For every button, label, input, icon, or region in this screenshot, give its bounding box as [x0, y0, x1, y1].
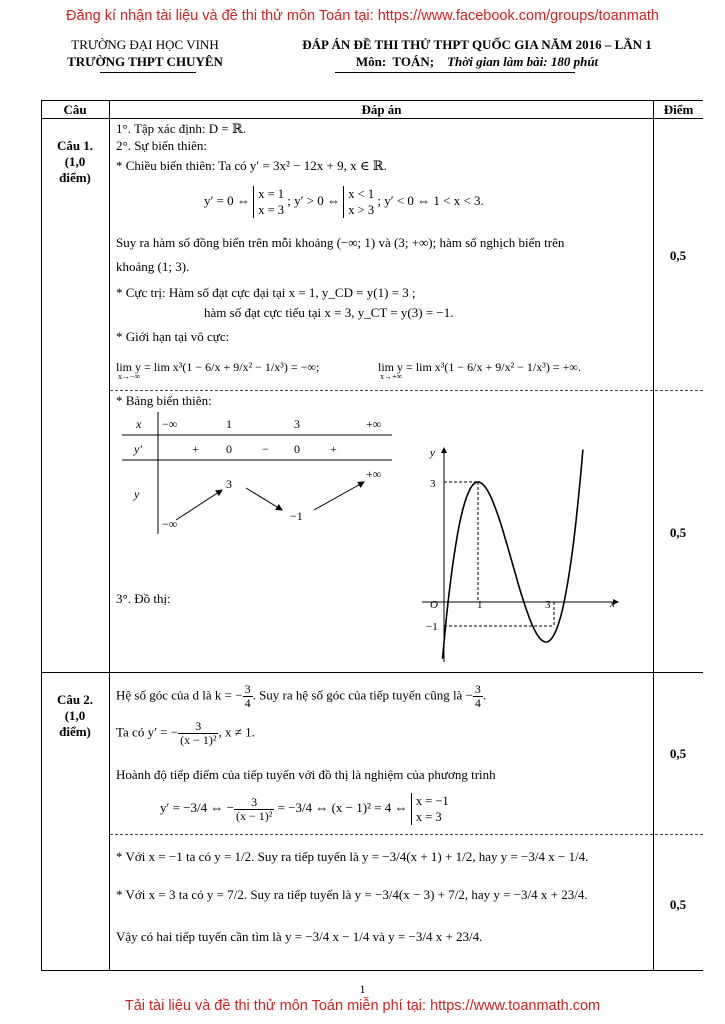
vt-y-minus-inf: −∞ [162, 517, 178, 531]
q2-slope-mid: . Suy ra hệ số góc của tiếp tuyến cũng là − [252, 687, 473, 703]
q2-slope: Hệ số góc của d là k = − $\frac{3}{4}$ . Suy ra hệ số góc của tiếp tuyến cũng là − $\frac{3}{4}$ . [116, 682, 487, 710]
vt-x-label: x [136, 417, 142, 431]
q2-eq-pre: y′ = −3/4 ⇔ − [160, 799, 234, 815]
table-header-border [41, 118, 703, 119]
q1-limit-left: lim y = lim x³(1 − 6/x + 9/x² − 1/x³) = −∞; [116, 360, 320, 374]
q2-eq-frac: $\frac{3}{\text{(x − 1)²}}$ [235, 794, 273, 823]
exam-title [262, 36, 692, 70]
q1-direction: * Chiều biến thiên: Ta có y′ = 3x² − 12x + 9, x ∈ ℝ. [116, 158, 387, 173]
q1-extrema-2: hàm số đạt cực tiểu tại x = 3, y_CT = y(3) = −1. [204, 305, 454, 320]
q2-case-1: * Với x = −1 ta có y = 1/2. Suy ra tiếp tuyến là y = −3/4(x + 1) + 1/2, hay y = −3/4 x − 1/4. [116, 849, 589, 864]
variation-table [118, 410, 398, 535]
q1-points-unit: điểm) [59, 170, 91, 185]
q2-deriv-post: , x ≠ 1. [218, 724, 255, 740]
school-name [50, 36, 240, 70]
q2-eq-mid: = −3/4 ⇔ (x − 1)² = 4 ⇔ [277, 799, 408, 815]
graph-origin-label: O [430, 599, 438, 611]
school-line-2: TRƯỜNG THPT CHUYÊN [67, 54, 223, 69]
exam-title-text: ĐÁP ÁN ĐỀ THI THỬ THPT QUỐC GIA NĂM 2016 – LẦN 1 [302, 37, 652, 52]
deriv-end: ; y′ < 0 ⇔ 1 < x < 3. [377, 192, 484, 208]
q1-score-b: 0,5 [669, 525, 687, 540]
q1-extrema-1: * Cực trị: Hàm số đạt cực đại tại x = 1, y_CD = y(1) = 3 ; [116, 285, 416, 300]
deriv-brace-1: x = 1 x = 3 [253, 186, 284, 218]
q1-limit-right: lim y = lim x³(1 − 6/x + 9/x² − 1/x³) = +∞. [378, 360, 581, 374]
vt-x-3: 3 [294, 417, 300, 431]
table-top-border [41, 100, 703, 101]
q2-points-unit: điểm) [59, 724, 91, 739]
row-divider [41, 672, 703, 673]
q2-abscissa: Hoành độ tiếp điểm của tiếp tuyến với đồ thị là nghiệm của phương trình [116, 767, 496, 782]
title-underline [335, 72, 575, 73]
column-header-answer: Đáp án [361, 102, 402, 117]
q2-case-2: * Với x = 3 ta có y = 7/2. Suy ra tiếp tuyến là y = −3/4(x − 3) + 7/2, hay y = −3/4 x + 23/4. [116, 887, 588, 902]
q1-points: (1,0 [64, 154, 86, 169]
graph-y-label: y [430, 447, 435, 459]
vt-yprime-label: y′ [134, 442, 142, 456]
q1-title: Câu 1. [56, 138, 94, 153]
graph-tick-y3: 3 [430, 478, 436, 490]
q2-slope-frac: $\frac{3}{4}$ [244, 682, 251, 710]
q2-derivative [116, 720, 255, 747]
q1-dashed-divider [110, 390, 703, 391]
q2-title: Câu 2. [56, 692, 94, 707]
page-number: 1 [359, 982, 366, 996]
q1-domain: 1°. Tập xác định: D = ℝ. [116, 121, 246, 136]
school-underline [100, 72, 196, 73]
q1-monotone-2: khoảng (1; 3). [116, 259, 190, 274]
time-limit: Thời gian làm bài: 180 phút [447, 54, 599, 69]
vt-sign-3: + [330, 442, 337, 456]
q1-graph-title: 3°. Đồ thị: [116, 591, 171, 606]
deriv-brace-2: x < 1 x > 3 [343, 186, 374, 218]
table-bottom-border [41, 970, 703, 971]
vt-y-plus-inf: +∞ [366, 467, 382, 481]
top-banner: Đăng kí nhận tài liệu và đề thi thử môn Toán tại: https://www.facebook.com/groups/toanmath [66, 8, 659, 24]
bottom-banner: Tải tài liệu và đề thi thử môn Toán miễn phí tại: https://www.toanmath.com [124, 998, 601, 1014]
subject-line [262, 53, 692, 70]
column-header-score: Điểm [663, 102, 694, 117]
subject: TOÁN; [392, 54, 435, 69]
q2-deriv-frac: $\frac{3}{\text{(x − 1)²}}$ [180, 719, 217, 747]
q1-limit-left-sub: x→−∞ [118, 372, 141, 381]
vt-y-label: y [134, 487, 140, 501]
q1-limit-right-sub: x→+∞ [380, 372, 403, 381]
vt-sign-1: + [192, 442, 199, 456]
column-divider-1 [109, 100, 110, 971]
vt-zero-2: 0 [294, 442, 300, 456]
q2-deriv-pre: Ta có y′ = − [116, 724, 179, 740]
vt-sign-2: − [262, 442, 269, 456]
q2-score-b: 0,5 [669, 897, 687, 912]
q1-monotone-1: Suy ra hàm số đồng biến trên mỗi khoảng (−∞; 1) và (3; +∞); hàm số nghịch biến trên [116, 235, 565, 250]
vt-zero-1: 0 [226, 442, 232, 456]
graph-tick-ym1: −1 [426, 621, 438, 633]
q1-label [41, 138, 109, 186]
q2-conclusion: Vậy có hai tiếp tuyến cần tìm là y = −3/4 x − 1/4 và y = −3/4 x + 23/4. [116, 929, 483, 944]
q2-points: (1,0 [64, 708, 86, 723]
q1-table-title: * Bảng biến thiên: [116, 393, 212, 408]
q2-dashed-divider [110, 834, 703, 835]
vt-y-max: 3 [226, 477, 232, 491]
q1-derivative-cases [204, 186, 484, 218]
column-header-question: Câu [63, 102, 87, 117]
q2-equation [160, 793, 449, 825]
q2-label [41, 692, 109, 740]
vt-arrow-up-2 [314, 482, 364, 510]
table-left-border [41, 100, 42, 971]
deriv-mid: ; y′ > 0 ⇔ [287, 192, 341, 208]
q2-slope-frac-2: $\frac{3}{4}$ [474, 682, 481, 710]
subject-label: Môn: [355, 54, 387, 69]
q2-score-a: 0,5 [669, 746, 687, 761]
q1-variation-title: 2°. Sự biến thiên: [116, 138, 207, 153]
vt-arrow-down [246, 488, 282, 510]
graph-tick-x1: 1 [477, 599, 483, 611]
vt-arrow-up-1 [176, 490, 222, 520]
vt-y-min: −1 [290, 509, 303, 523]
graph-curve [443, 450, 583, 659]
q2-slope-pre: Hệ số góc của d là k = − [116, 687, 243, 703]
school-line-1: TRƯỜNG ĐẠI HỌC VINH [71, 37, 219, 52]
q2-eq-brace: x = −1 x = 3 [411, 793, 449, 825]
q1-limits-title: * Giới hạn tại vô cực: [116, 329, 230, 344]
vt-x-plus-inf: +∞ [366, 417, 382, 431]
q1-score-a: 0,5 [669, 248, 687, 263]
graph-x-label: x [610, 598, 615, 610]
vt-x-1: 1 [226, 417, 232, 431]
graph-tick-x3: 3 [545, 599, 551, 611]
vt-x-minus-inf: −∞ [162, 417, 178, 431]
deriv-lead: y′ = 0 ⇔ [204, 192, 250, 208]
function-graph [418, 440, 628, 665]
